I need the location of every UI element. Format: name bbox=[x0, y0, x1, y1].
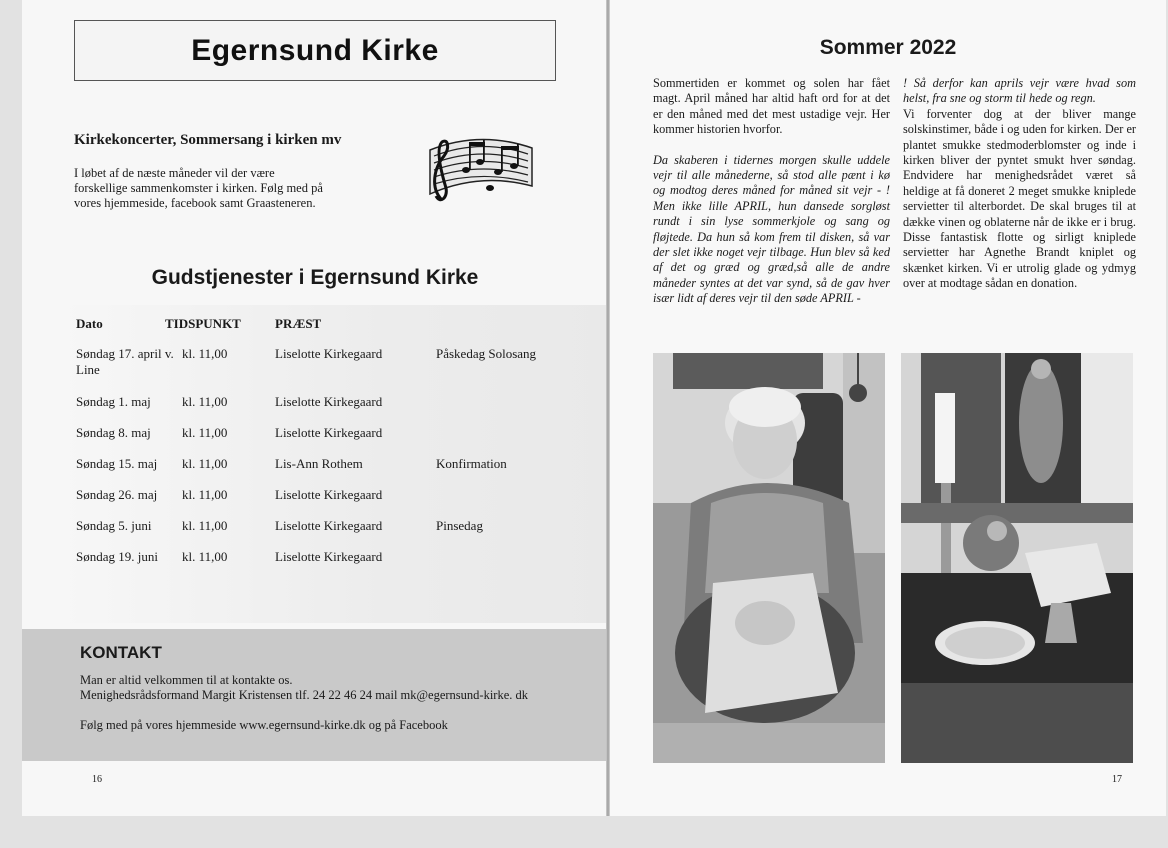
page-number-right: 17 bbox=[1112, 774, 1122, 785]
row-priest: Liselotte Kirkegaard bbox=[275, 346, 383, 361]
row-priest: Liselotte Kirkegaard bbox=[275, 425, 383, 440]
row-time: kl. 11,00 bbox=[182, 549, 228, 564]
right-page bbox=[610, 0, 1166, 816]
row-date: Søndag 19. juni bbox=[76, 549, 158, 564]
row-date: Søndag 8. maj bbox=[76, 425, 151, 440]
photo-lace-maker-image bbox=[653, 353, 885, 763]
row-note: Pinsedag bbox=[436, 518, 483, 533]
photo-altar-napkins bbox=[901, 353, 1133, 763]
article-body: Vi forventer dog at der bliver mange solskinstimer, både i og uden for kirken. Der er plantet smukke stedmoderblomster og inde i kirken bliver der pyntet smukt hver søndag. Endvidere har menighedsrådet været så heldige at få doneret 2 meget smukke kniplede servietter til alterbordet. De skal bruges til at dække vinen og oblaterne når de ikke er i brug. Disse fantastisk flotte og sirligt kniplede servietter har Agnethe Brandt kniplet og skænket kirken. Vi er utrolig glade og ydmyg over at modtage sådan en donation. bbox=[903, 106, 1136, 291]
row-priest: Liselotte Kirkegaard bbox=[275, 549, 383, 564]
row-time: kl. 11,00 bbox=[182, 394, 228, 409]
row-date: Søndag 5. juni bbox=[76, 518, 152, 533]
left-page bbox=[22, 0, 608, 816]
row-date: Søndag 1. maj bbox=[76, 394, 151, 409]
row-date: Søndag 17. april v. Line bbox=[76, 346, 174, 377]
article-column-right bbox=[903, 76, 1136, 292]
row-priest: Liselotte Kirkegaard bbox=[275, 518, 383, 533]
row-time: kl. 11,00 bbox=[182, 487, 228, 502]
april-story-ending: ! Så derfor kan aprils vejr være hvad som helst, fra sne og storm til hede og regn. bbox=[903, 76, 1136, 106]
article-intro: Sommertiden er kommet og solen har fået magt. April måned har altid haft ord for at det er den måned med det mest ustadige vejr. Her kommer historien hvorfor. bbox=[653, 76, 890, 137]
contact-line-welcome: Man er altid velkommen til at kontakte os. bbox=[80, 673, 293, 687]
title-box bbox=[74, 20, 556, 81]
row-date: Søndag 15. maj bbox=[76, 456, 158, 471]
concerts-text: I løbet af de næste måneder vil der være forskellige sammenkomster i kirken. Følg med på vores hjemmeside, facebook samt Graasteneren. bbox=[74, 166, 323, 210]
header-time: TIDSPUNKT bbox=[165, 316, 241, 331]
row-priest: Liselotte Kirkegaard bbox=[275, 394, 383, 409]
music-notes-icon bbox=[420, 128, 540, 210]
row-priest: Lis-Ann Rothem bbox=[275, 456, 363, 471]
row-date: Søndag 26. maj bbox=[76, 487, 158, 502]
april-story: Da skaberen i tidernes morgen skulle uddele vejr til alle månederne, så stod alle pænt i kø og modtog deres måned for måned sit vejr - ! Men ikke lille APRIL, hun dansede sorgløst rundt i sin lyse sommerkjole og sang og fløjtede. Da hun så kom frem til disken, så var der slet ikke noget vejr tilbage. Hun blev så ked af det og græd og græd,så alle de andre måneder syntes at det var synd, så de gav hver især lidt af deres vejr til den søde APRIL - bbox=[653, 152, 890, 306]
contact-line-chair: Menighedsrådsformand Margit Kristensen tlf. 24 22 46 24 mail mk@egernsund-kirke. dk bbox=[80, 688, 529, 702]
row-note: Påskedag Solosang bbox=[436, 346, 537, 361]
concerts-heading: Kirkekoncerter, Sommersang i kirken mv bbox=[74, 132, 342, 148]
row-time: kl. 11,00 bbox=[182, 346, 228, 361]
row-priest: Liselotte Kirkegaard bbox=[275, 487, 383, 502]
row-time: kl. 11,00 bbox=[182, 518, 228, 533]
row-time: kl. 11,00 bbox=[182, 456, 228, 471]
photo-altar-napkins-image bbox=[901, 353, 1133, 763]
photo-lace-maker bbox=[653, 353, 885, 763]
row-time: kl. 11,00 bbox=[182, 425, 228, 440]
row-note: Konfirmation bbox=[436, 456, 507, 471]
services-title: Gudstjenester i Egernsund Kirke bbox=[151, 266, 479, 289]
article-column-left bbox=[653, 76, 890, 322]
page-number-left: 16 bbox=[92, 774, 102, 785]
summer-title: Sommer 2022 bbox=[819, 36, 957, 59]
header-date: Dato bbox=[76, 316, 103, 331]
contact-heading: KONTAKT bbox=[80, 643, 162, 662]
page-title: Egernsund Kirke bbox=[191, 33, 439, 67]
contact-box bbox=[22, 629, 608, 761]
contact-line-website: Følg med på vores hjemmeside www.egernsund-kirke.dk og på Facebook bbox=[80, 718, 448, 732]
header-priest: PRÆST bbox=[275, 316, 322, 331]
